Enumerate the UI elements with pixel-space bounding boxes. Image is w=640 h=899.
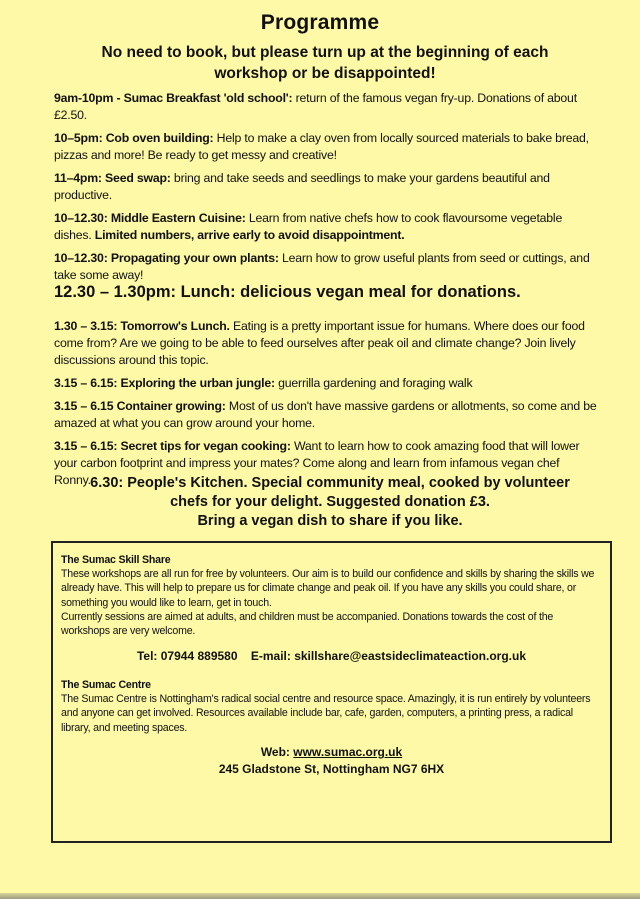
telephone: Tel: 07944 889580	[136, 649, 238, 663]
evening-line: chefs for your delight. Suggested donation £3.	[170, 494, 490, 510]
item-time: 3.15 – 6.15:	[54, 376, 121, 390]
item-time: 11–4pm:	[54, 171, 106, 185]
item-name: Cob oven building:	[105, 131, 214, 145]
skillshare-text: These workshops are all run for free by volunteers. Our aim is to build our confidence and skills by sharing the skills we already have. This will help to prepare us for climate change and peak oil. If you have any skills you could share, or something you would like to learn, get in touch.	[61, 568, 595, 609]
schedule-item	[54, 398, 599, 432]
item-name: Container growing:	[116, 399, 226, 413]
afternoon-schedule	[54, 318, 599, 489]
schedule-item	[54, 318, 599, 369]
schedule-item	[54, 210, 599, 244]
subtitle: No need to book, but please turn up at the beginning of each workshop or be disappointed!	[101, 44, 549, 82]
item-desc: Help to make a clay oven from locally sourced materials to bake bread, pizzas and more! Be ready to get messy and creative!	[54, 131, 589, 162]
item-desc: Eating is a pretty important issue for humans. Where does our food come from? Are we going to be able to feed ourselves after peak oil and climate change? Join lively discussions around this topic.	[54, 319, 585, 367]
email[interactable]: E-mail: skillshare@eastsideclimateaction.org.uk	[250, 649, 526, 663]
item-time: 3.15 – 6.15:	[54, 439, 121, 453]
lunch-heading: 12.30 – 1.30pm: Lunch: delicious vegan meal for donations.	[54, 283, 521, 301]
item-name: Exploring the urban jungle:	[120, 376, 275, 390]
item-time: 3.15 – 6.15	[54, 399, 117, 413]
page-title: Programme	[260, 11, 380, 34]
schedule-item	[54, 130, 599, 164]
item-time: 10–5pm:	[54, 131, 106, 145]
info-box	[51, 541, 612, 843]
item-desc: guerrilla gardening and foraging walk	[274, 376, 473, 390]
centre-text: The Sumac Centre is Nottingham's radical social centre and resource space. Amazingly, it is run entirely by volunteers and anyone can get involved. Resources available include bar, cafe, garden, computers, a printing press, a radical library, and meeting spaces.	[61, 693, 591, 734]
item-desc: Learn how to grow useful plants from seed or cuttings, and take some away!	[54, 251, 590, 282]
item-name: Middle Eastern Cuisine:	[110, 211, 246, 225]
evening-line: Bring a vegan dish to share if you like.	[197, 513, 463, 529]
item-emphasis: Limited numbers, arrive early to avoid disappointment.	[94, 228, 405, 242]
item-time: 9am-10pm -	[54, 91, 124, 105]
schedule-item	[54, 375, 599, 392]
web-label: Web:	[260, 745, 294, 759]
evening-line: 6.30: People's Kitchen. Special community meal, cooked by volunteer	[90, 475, 570, 491]
item-desc: return of the famous vegan fry-up. Donations of about £2.50.	[54, 91, 577, 122]
item-name: Secret tips for vegan cooking:	[120, 439, 291, 453]
centre-heading: The Sumac Centre	[61, 679, 151, 691]
contact-line	[53, 649, 610, 663]
skillshare-section	[61, 553, 601, 638]
item-time: 10–12.30:	[54, 251, 111, 265]
morning-schedule	[54, 90, 599, 284]
item-desc: Want to learn how to cook amazing food that will lower your carbon footprint and impress your mates? Come along and learn from infamous vegan chef Ronny.	[54, 439, 580, 487]
address: 245 Gladstone St, Nottingham NG7 6HX	[218, 762, 445, 776]
item-desc: Most of us don't have massive gardens or allotments, so come and be amazed at what you can grow around your home.	[54, 399, 597, 430]
centre-section	[61, 678, 601, 735]
item-name: Propagating your own plants:	[110, 251, 279, 265]
schedule-item	[54, 170, 599, 204]
website-link[interactable]: www.sumac.org.uk	[293, 745, 403, 759]
schedule-item	[54, 90, 599, 124]
schedule-item	[54, 250, 599, 284]
item-time: 10–12.30:	[54, 211, 111, 225]
item-desc: bring and take seeds and seedlings to make your gardens beautiful and productive.	[54, 171, 550, 202]
item-name: Seed swap:	[105, 171, 171, 185]
item-desc: Learn from native chefs how to cook flavoursome vegetable dishes.	[54, 211, 563, 242]
skillshare-text-2: Currently sessions are aimed at adults, and children must be accompanied. Donations towards the cost of the workshops are very welcome.	[61, 610, 554, 638]
item-name: Sumac Breakfast 'old school':	[123, 91, 293, 105]
item-time: 1.30 – 3.15:	[54, 319, 121, 333]
web-block	[53, 744, 610, 778]
page-edge	[0, 893, 640, 899]
item-name: Tomorrow's Lunch.	[120, 319, 230, 333]
evening-announcement	[55, 474, 605, 531]
skillshare-heading: The Sumac Skill Share	[61, 554, 171, 566]
